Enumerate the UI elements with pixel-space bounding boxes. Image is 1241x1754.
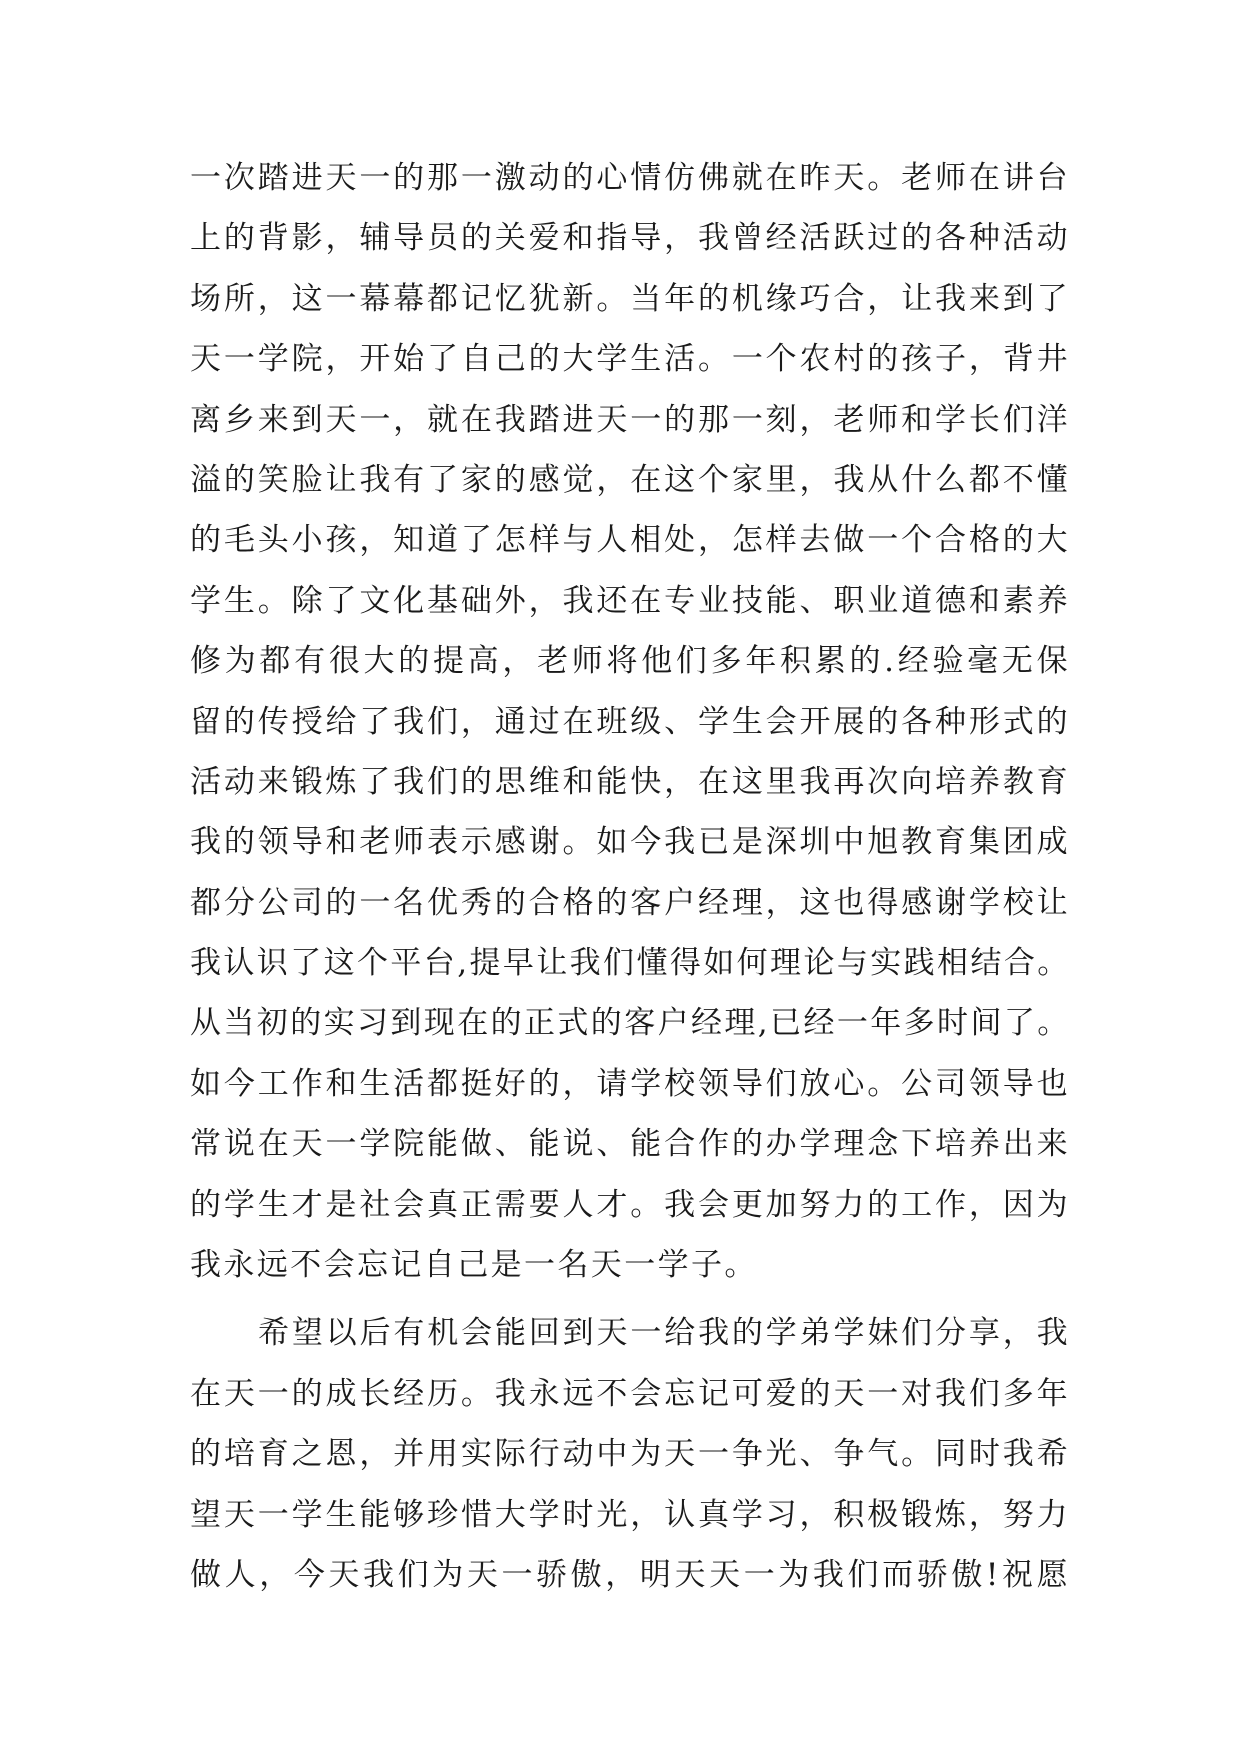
text-line: 上的背影，辅导员的关爱和指导，我曾经活跃过的各种活动	[190, 220, 1070, 257]
text-line: 如今工作和生活都挺好的，请学校领导们放心。公司领导也	[190, 1065, 1070, 1102]
text-line: 留的传授给了我们，通过在班级、学生会开展的各种形式的	[190, 703, 1070, 740]
paragraph-1	[190, 148, 1070, 1295]
text-line: 场所，这一幕幕都记忆犹新。当年的机缘巧合，让我来到了	[190, 280, 1070, 317]
text-line: 希望以后有机会能回到天一给我的学弟学妹们分享，我	[258, 1315, 1070, 1352]
text-line: 我认识了这个平台,提早让我们懂得如何理论与实践相结合。	[190, 945, 1071, 982]
paragraph-2	[190, 1303, 1070, 1605]
text-line: 一次踏进天一的那一激动的心情仿佛就在昨天。老师在讲台	[190, 160, 1070, 196]
text-line: 的培育之恩，并用实际行动中为天一争光、争气。同时我希	[190, 1436, 1070, 1473]
text-line: 做人，今天我们为天一骄傲，明天天一为我们而骄傲!祝愿	[190, 1556, 1070, 1593]
text-line: 溢的笑脸让我有了家的感觉，在这个家里，我从什么都不懂	[190, 461, 1070, 498]
paragraph-spacer	[190, 1295, 1070, 1303]
text-line: 都分公司的一名优秀的合格的客户经理，这也得感谢学校让	[190, 884, 1070, 921]
text-line: 从当初的实习到现在的正式的客户经理,已经一年多时间了。	[190, 1005, 1071, 1042]
text-line: 在天一的成长经历。我永远不会忘记可爱的天一对我们多年	[190, 1375, 1070, 1412]
text-line: 望天一学生能够珍惜大学时光，认真学习，积极锻炼，努力	[190, 1496, 1070, 1533]
text-line: 学生。除了文化基础外，我还在专业技能、职业道德和素养	[190, 582, 1070, 619]
text-line: 的学生才是社会真正需要人才。我会更加努力的工作，因为	[190, 1186, 1070, 1223]
text-line: 天一学院，开始了自己的大学生活。一个农村的孩子，背井	[190, 341, 1070, 378]
text-line: 活动来锻炼了我们的思维和能快，在这里我再次向培养教育	[190, 763, 1070, 800]
text-line: 我的领导和老师表示感谢。如今我已是深圳中旭教育集团成	[190, 824, 1070, 861]
text-line: 的毛头小孩，知道了怎样与人相处，怎样去做一个合格的大	[190, 522, 1070, 559]
text-line: 修为都有很大的提高，老师将他们多年积累的.经验毫无保	[190, 643, 1070, 680]
text-line: 离乡来到天一，就在我踏进天一的那一刻，老师和学长们洋	[190, 401, 1070, 438]
text-line: 我永远不会忘记自己是一名天一学子。	[190, 1247, 758, 1284]
text-line: 常说在天一学院能做、能说、能合作的办学理念下培养出来	[190, 1126, 1070, 1163]
document-body	[190, 148, 1070, 1605]
